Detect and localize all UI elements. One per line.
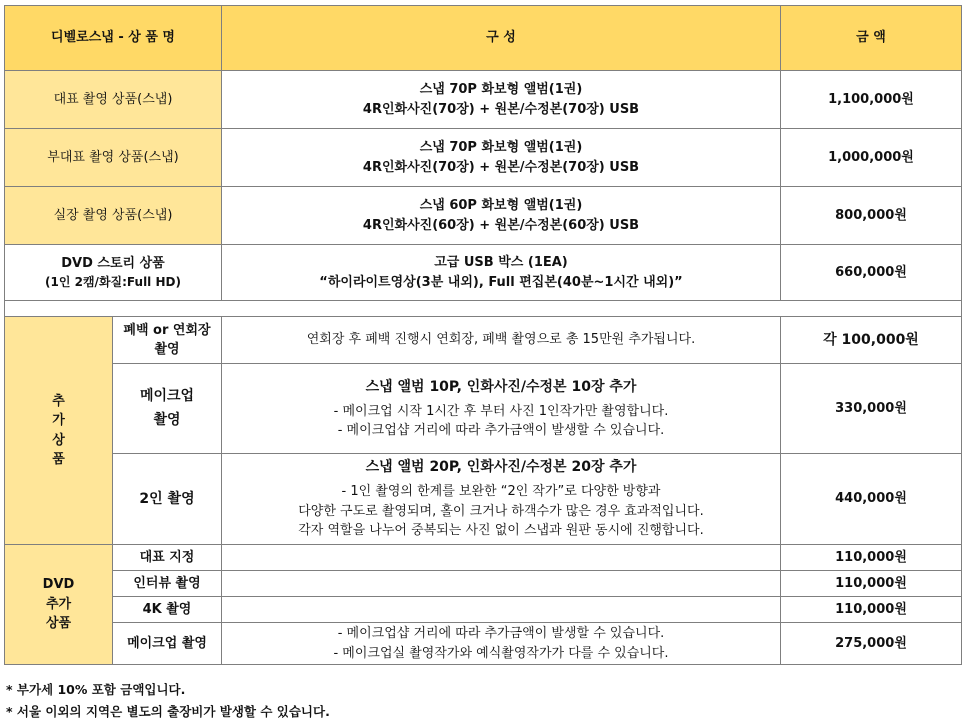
- side-word: 상품: [45, 616, 72, 632]
- dvd-addon-desc-line: - 메이크업실 촬영작가와 예식촬영작가가 다를 수 있습니다.: [333, 645, 669, 661]
- composition-line: 스냅 70P 화보형 앨범(1권): [419, 140, 583, 155]
- footnotes: [6, 679, 330, 723]
- addon-price: 440,000원: [781, 454, 962, 545]
- side-char: 추: [52, 393, 65, 409]
- header-price: 금 액: [781, 6, 962, 71]
- price-table: [4, 5, 962, 665]
- addon-title: 스냅 앨범 20P, 인화사진/수정본 20장 추가: [365, 459, 637, 476]
- addon-title: 스냅 앨범 10P, 인화사진/수정본 10장 추가: [365, 378, 637, 395]
- dvd-addon-price: 110,000원: [781, 545, 962, 571]
- addon-name: 촬영: [153, 411, 181, 428]
- dvd-addon-price: 110,000원: [781, 571, 962, 597]
- addon-name: 2인 촬영: [139, 490, 195, 507]
- dvd-addon-price: 110,000원: [781, 597, 962, 623]
- table-row: [5, 129, 962, 187]
- dvd-addon-name: 메이크업 촬영: [113, 623, 222, 665]
- addon-name: 메이크업: [139, 387, 195, 404]
- dvd-addon-desc-line: - 메이크업샵 거리에 따라 추가금액이 발생할 수 있습니다.: [337, 626, 665, 641]
- table-row: [5, 317, 962, 364]
- table-row: [5, 364, 962, 454]
- addon-desc-line: - 1인 촬영의 한계를 보완한 “2인 작가”로 다양한 방향과: [341, 484, 661, 500]
- product-subname: (1인 2캠/화질:Full HD): [45, 275, 181, 290]
- side-char: 상: [52, 432, 65, 448]
- product-name: DVD 스토리 상품: [61, 255, 165, 271]
- addon-desc-line: 다양한 구도로 촬영되며, 홀이 크거나 하객수가 많은 경우 효과적입니다.: [298, 503, 704, 519]
- product-name: 대표 촬영 상품(스냅): [5, 71, 222, 129]
- header-product-name: 디벨로스냅 - 상 품 명: [5, 6, 222, 71]
- footnote: * 서울 이외의 지역은 별도의 출장비가 발생할 수 있습니다.: [6, 704, 330, 719]
- composition-line: 4R인화사진(60장) + 원본/수정본(60장) USB: [362, 217, 640, 233]
- addon-desc-line: 각자 역할을 나누어 중복되는 사진 없이 스냅과 원판 동시에 진행합니다.: [298, 523, 704, 539]
- product-price: 800,000원: [781, 187, 962, 245]
- side-word: 추가: [45, 596, 72, 612]
- product-price: 1,000,000원: [781, 129, 962, 187]
- composition-line: 4R인화사진(70장) + 원본/수정본(70장) USB: [362, 159, 640, 175]
- composition-line: 4R인화사진(70장) + 원본/수정본(70장) USB: [362, 101, 640, 117]
- header-composition: 구 성: [222, 6, 781, 71]
- table-row: [5, 623, 962, 665]
- addon-side-label: [5, 317, 113, 545]
- table-row: [5, 71, 962, 129]
- product-price: 660,000원: [781, 245, 962, 301]
- side-char: 가: [52, 413, 65, 428]
- product-price: 1,100,000원: [781, 71, 962, 129]
- composition-line: 스냅 70P 화보형 앨범(1권): [419, 82, 583, 97]
- addon-price: 각 100,000원: [781, 317, 962, 364]
- spacer-row: [5, 301, 962, 317]
- table-row: [5, 454, 962, 545]
- product-name: 실장 촬영 상품(스냅): [5, 187, 222, 245]
- table-row: [5, 571, 962, 597]
- addon-name: 폐백 or 연회장: [123, 322, 211, 338]
- composition-line: 고급 USB 박스 (1EA): [434, 255, 568, 270]
- side-word: DVD: [42, 577, 75, 593]
- addon-desc: 연회장 후 폐백 진행시 연회장, 폐백 촬영으로 총 15만원 추가됩니다.: [222, 317, 781, 364]
- dvd-addon-price: 275,000원: [781, 623, 962, 665]
- addon-desc-line: - 메이크업샵 거리에 따라 추가금액이 발생할 수 있습니다.: [337, 423, 665, 438]
- table-row: [5, 245, 962, 301]
- footnote: * 부가세 10% 포함 금액입니다.: [6, 682, 186, 697]
- table-row: [5, 187, 962, 245]
- addon-name: 촬영: [154, 342, 180, 357]
- table-header-row: [5, 6, 962, 71]
- dvd-addon-name: 4K 촬영: [113, 597, 222, 623]
- product-name: 부대표 촬영 상품(스냅): [5, 129, 222, 187]
- composition-line: 스냅 60P 화보형 앨범(1권): [419, 198, 583, 213]
- addon-price: 330,000원: [781, 364, 962, 454]
- table-row: [5, 597, 962, 623]
- table-row: [5, 545, 962, 571]
- dvd-addon-side-label: [5, 545, 113, 665]
- side-char: 품: [52, 452, 65, 467]
- dvd-addon-name: 대표 지정: [113, 545, 222, 571]
- dvd-addon-name: 인터뷰 촬영: [113, 571, 222, 597]
- composition-line: “하이라이트영상(3분 내외), Full 편집본(40분~1시간 내외)”: [319, 274, 683, 290]
- addon-desc-line: - 메이크업 시작 1시간 후 부터 사진 1인작가만 촬영합니다.: [333, 403, 669, 419]
